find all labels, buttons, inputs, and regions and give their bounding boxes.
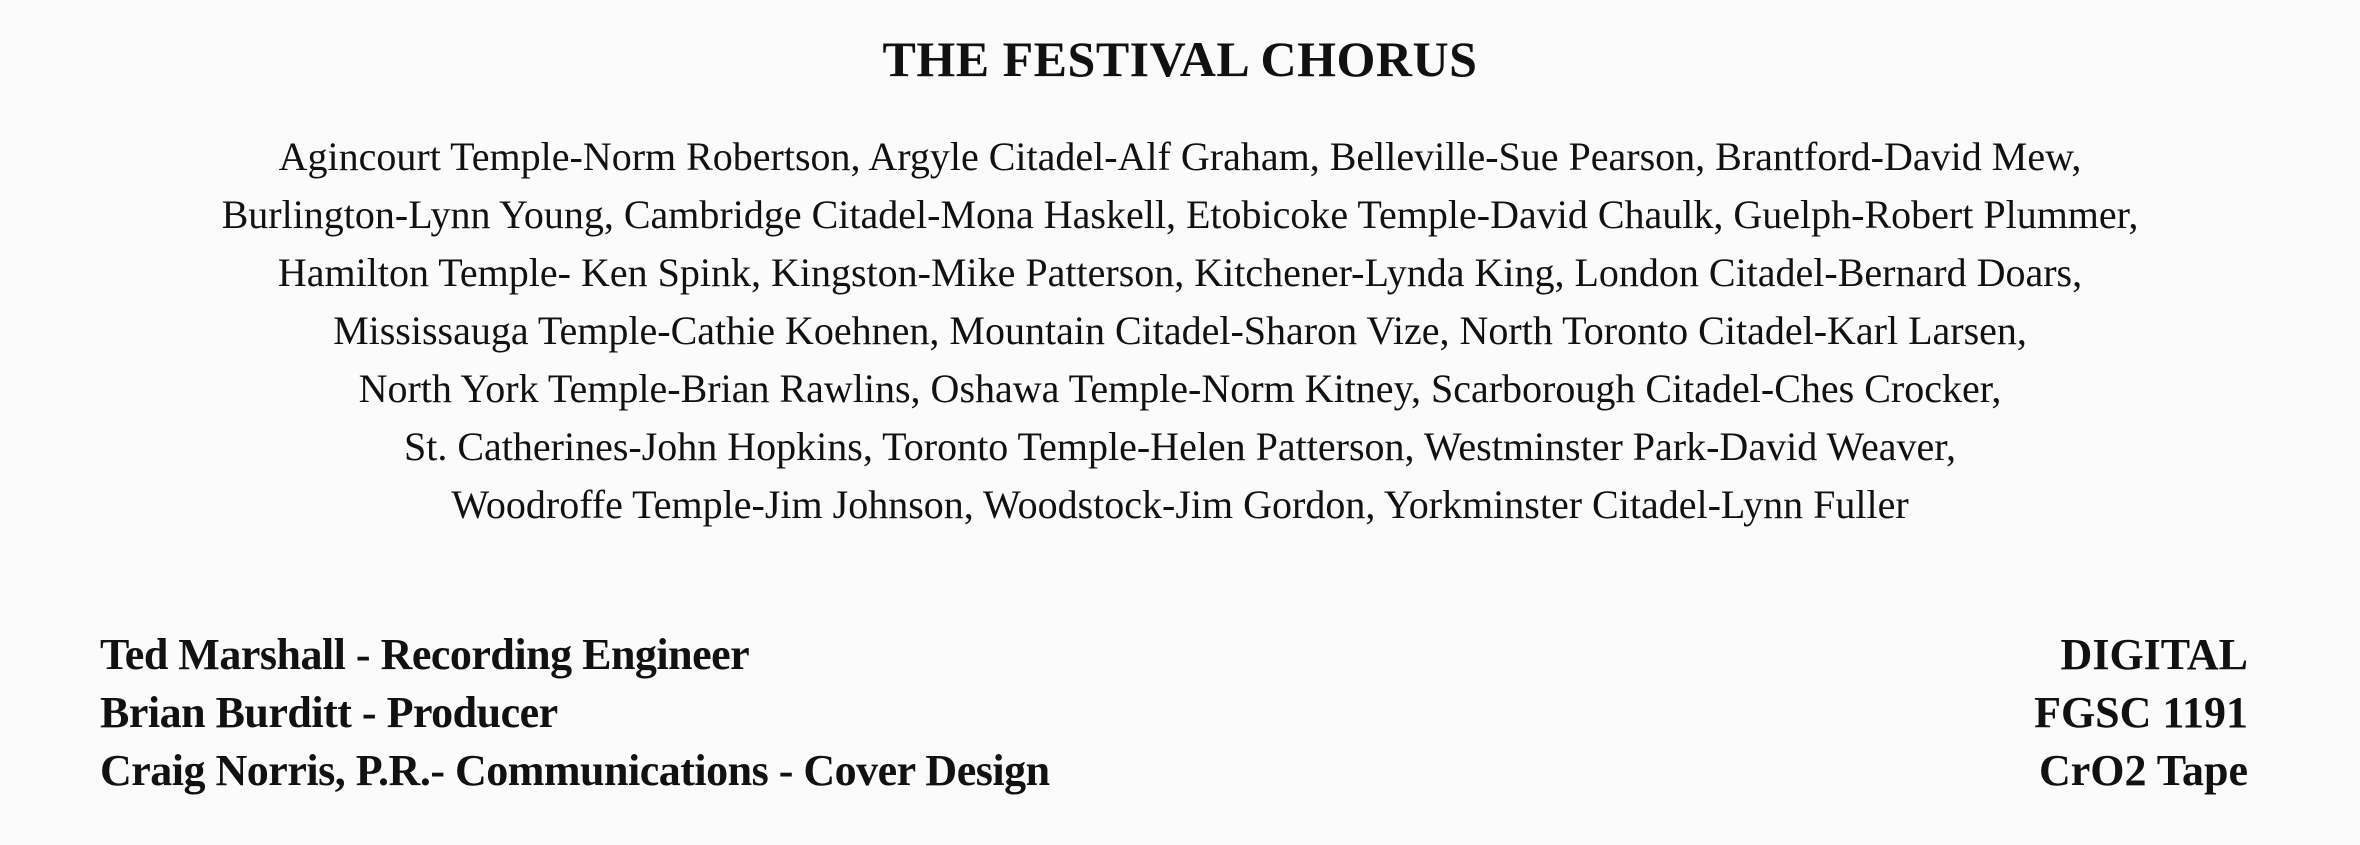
credit-cover-design: Craig Norris, P.R.- Communications - Cover Design [100,746,1050,795]
members-line: Burlington-Lynn Young, Cambridge Citadel-Mona Haskell, Etobicoke Temple-David Chaulk, Guelph-Robert Plummer, [221,192,2139,237]
members-line: Woodroffe Temple-Jim Johnson, Woodstock-Jim Gordon, Yorkminster Citadel-Lynn Fuller [451,482,1909,527]
members-line: Hamilton Temple- Ken Spink, Kingston-Mike Patterson, Kitchener-Lynda King, London Citadel-Bernard Doars, [277,250,2083,295]
members-line: North York Temple-Brian Rawlins, Oshawa Temple-Norm Kitney, Scarborough Citadel-Ches Crocker, [358,366,2002,411]
chorus-members-list [0,128,2360,534]
credit-recording-engineer: Ted Marshall - Recording Engineer [100,630,750,679]
catalog-number: FGSC 1191 [2034,688,2248,737]
members-line: Agincourt Temple-Norm Robertson, Argyle Citadel-Alf Graham, Belleville-Sue Pearson, Brantford-David Mew, [278,134,2082,179]
credit-producer: Brian Burditt - Producer [100,688,558,737]
page-title: THE FESTIVAL CHORUS [882,31,1478,87]
production-credits [100,626,1050,800]
tape-type: CrO2 Tape [2038,746,2248,795]
release-info [2034,626,2248,800]
members-line: Mississauga Temple-Cathie Koehnen, Mountain Citadel-Sharon Vize, North Toronto Citadel-Karl Larsen, [333,308,2027,353]
release-format: DIGITAL [2060,630,2248,679]
members-line: St. Catherines-John Hopkins, Toronto Temple-Helen Patterson, Westminster Park-David Weaver, [403,424,1956,469]
